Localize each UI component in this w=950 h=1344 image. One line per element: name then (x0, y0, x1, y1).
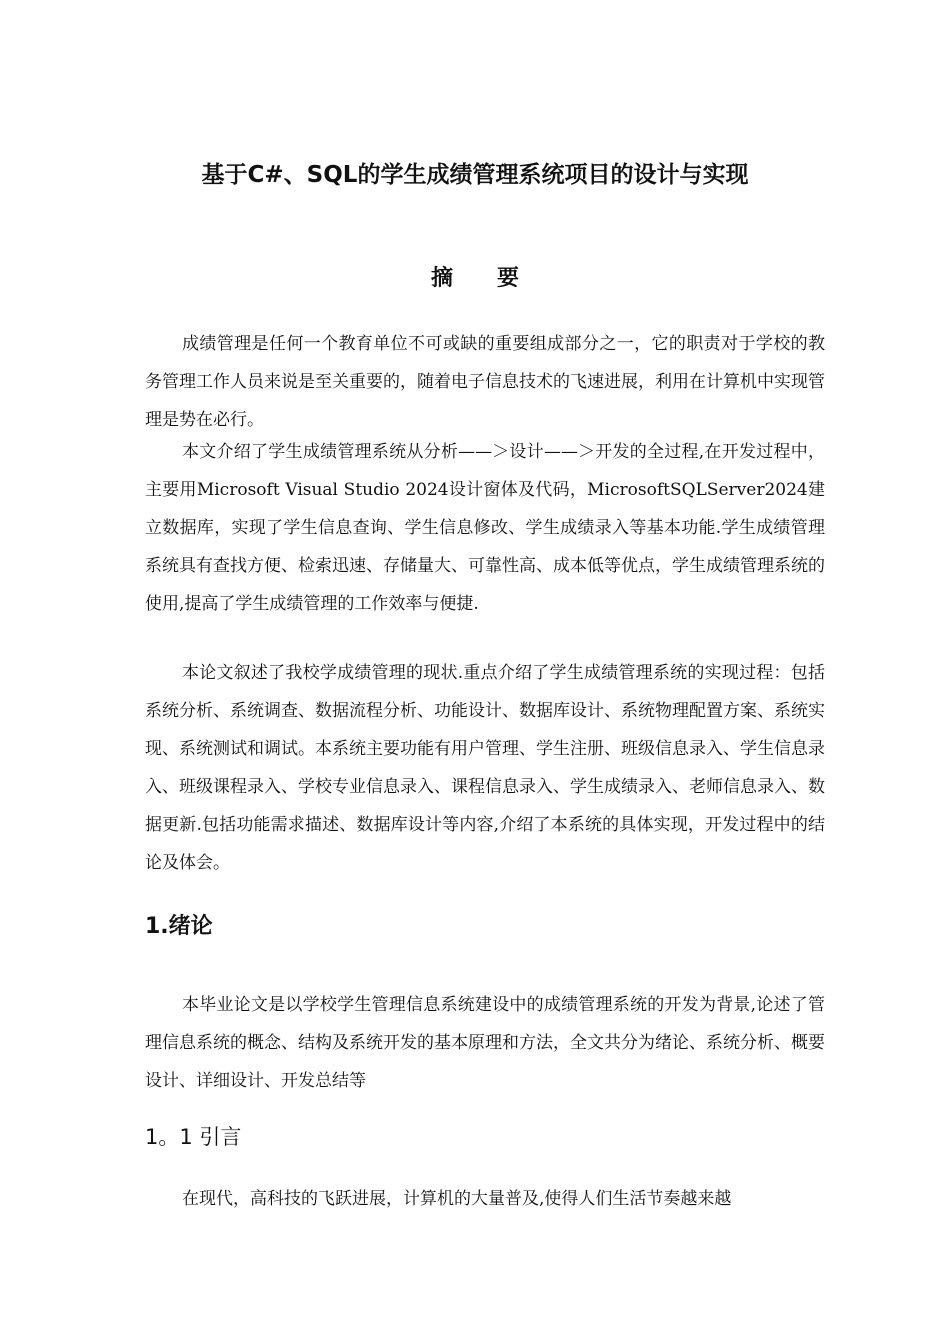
section-heading-introduction: 1.绪论 (145, 914, 213, 939)
abstract-paragraph-1: 成绩管理是任何一个教育单位不可或缺的重要组成部分之一，它的职责对于学校的教务管理工作人员来说是至关重要的，随着电子信息技术的飞速进展，利用在计算机中实现管理是势在必行。 (145, 334, 825, 430)
abstract-paragraph-2: 本文介绍了学生成绩管理系统从分析——＞设计——＞开发的全过程,在开发过程中，主要用Microsoft Visual Studio 2024设计窗体及代码，MicrosoftSQLServer2024建立数据库，实现了学生信息查询、学生信息修改、学生成绩录入等基本功能.学生成绩管理系统具有查找方便、检索迅速、存储量大、可靠性高、成本低等优点，学生成绩管理系统的使用,提高了学生成绩管理的工作效率与便捷. (145, 442, 825, 614)
subsection-heading-preface: 1。1 引言 (145, 1125, 242, 1149)
document-title: 基于C#、SQL的学生成绩管理系统项目的设计与实现 (201, 162, 749, 188)
section-1-paragraph: 本毕业论文是以学校学生管理信息系统建设中的成绩管理系统的开发为背景,论述了管理信息系统的概念、结构及系统开发的基本原理和方法，全文共分为绪论、系统分析、概要设计、详细设计、开发总结等 (145, 995, 825, 1091)
subsection-1-1-paragraph: 在现代，高科技的飞跃进展，计算机的大量普及,使得人们生活节奏越来越 (182, 1189, 732, 1209)
abstract-heading: 摘要 (430, 266, 563, 291)
abstract-paragraph-3: 本论文叙述了我校学成绩管理的现状.重点介绍了学生成绩管理系统的实现过程：包括系统分析、系统调查、数据流程分析、功能设计、数据库设计、系统物理配置方案、系统实现、系统测试和调试。本系统主要功能有用户管理、学生注册、班级信息录入、学生信息录入、班级课程录入、学校专业信息录入、课程信息录入、学生成绩录入、老师信息录入、数据更新.包括功能需求描述、数据库设计等内容,介绍了本系统的具体实现，开发过程中的结论及体会。 (145, 663, 825, 873)
